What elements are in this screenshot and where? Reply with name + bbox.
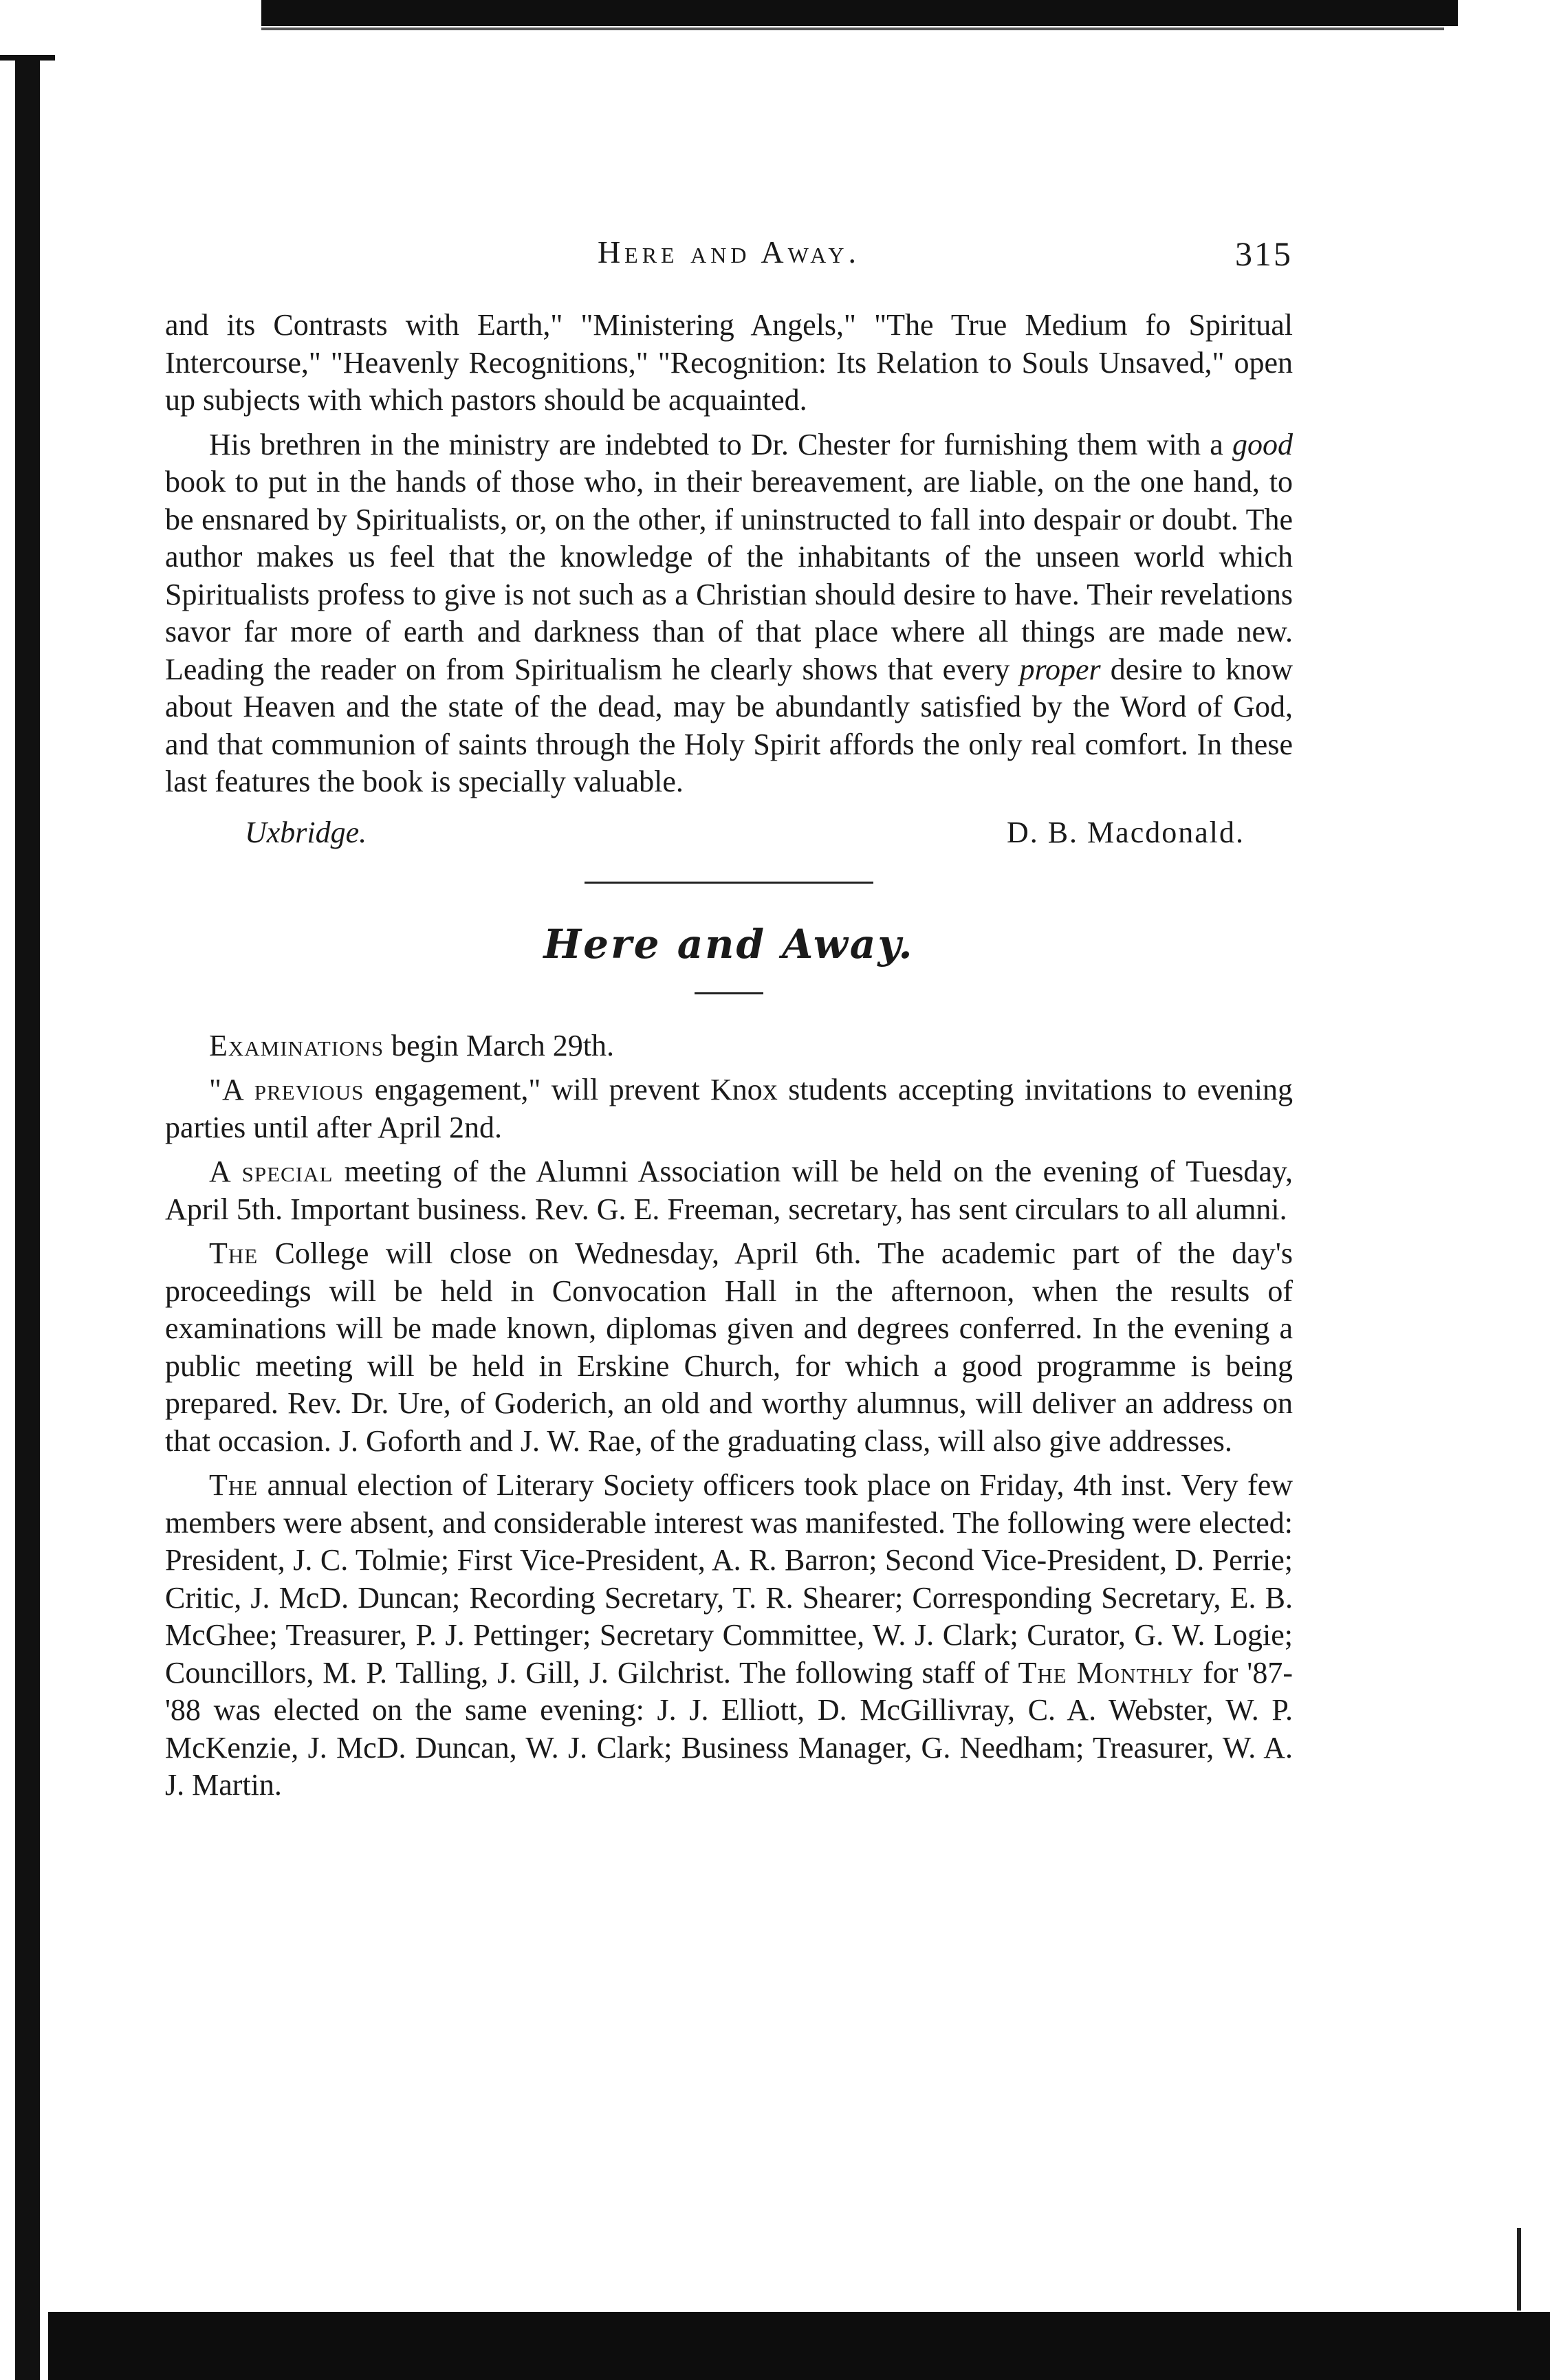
page-number: 315	[1235, 234, 1293, 273]
review-text: His brethren in the ministry are indebted to Dr. Chester for furnishing them with a	[209, 427, 1223, 461]
news-text: for '87-'88 was elected on the same evening: J. J. Elliott, D. McGillivray, C. A. Webster, W. P. McKenzie, J. McD. Duncan, W. J. Clark; Business Manager, G. Needham; Treasurer, W. A. J. Martin.	[165, 1655, 1293, 1802]
news-lead: A special	[209, 1155, 334, 1188]
signoff-place: Uxbridge.	[245, 815, 367, 849]
section-title-underline	[695, 992, 763, 994]
page-header	[165, 234, 1293, 282]
news-text: College will close on Wednesday, April 6th. The academic part of the day's proceedings will be held in Convocation Hall in the afternoon, when the results of examinations will be made known, diplomas given and degrees conferred. In the evening a public meeting will be held in Erskine Church, for which a good programme is being prepared. Rev. Dr. Ure, of Goderich, an old and worthy alumnus, will deliver an address on that occasion. J. Goforth and J. W. Rae, of the graduating class, will also give addresses.	[165, 1236, 1293, 1458]
news-lead: Examinations	[209, 1028, 384, 1062]
emphasis-proper: proper	[1019, 652, 1101, 686]
page-body	[165, 234, 1293, 1811]
top-scan-border	[261, 0, 1458, 26]
news-item	[165, 1071, 1293, 1146]
news-item	[165, 1153, 1293, 1228]
news-item	[165, 1027, 1293, 1065]
news-text: meeting of the Alumni Association will be held on the evening of Tuesday, April 5th. Important business. Rev. G. E. Freeman, secretary, has sent circulars to all alumni.	[165, 1155, 1293, 1226]
section-title: Here and Away.	[543, 920, 915, 968]
news-item	[165, 1235, 1293, 1460]
section-divider	[585, 882, 873, 884]
news-text: annual election of Literary Society officers took place on Friday, 4th inst. Very few members were absent, and considerable interest was manifested. The following were elected: President, J. C. Tolmie; First Vice-President, A. R. Barron; Second Vice-President, D. Perrie; Critic, J. McD. Duncan; Recording Secretary, T. R. Shearer; Corresponding Secretary, E. B. McGhee; Treasurer, P. J. Pettinger; Secretary Committee, W. J. Clark; Curator, G. W. Logie; Councillors, M. P. Talling, J. Gill, J. Gilchrist. The following staff of	[165, 1468, 1294, 1690]
bottom-scan-border	[48, 2312, 1550, 2380]
news-lead: The	[209, 1468, 259, 1502]
emphasis-good: good	[1232, 427, 1293, 461]
news-lead: The	[209, 1236, 259, 1270]
left-scan-border	[15, 55, 40, 2380]
news-text: begin March 29th.	[384, 1028, 614, 1062]
review-signoff	[165, 815, 1293, 850]
review-paragraph-1: and its Contrasts with Earth," "Ministering Angels," "The True Medium fo Spiritual Intercourse," "Heavenly Recognitions," "Recognition: Its Relation to Souls Unsaved," open up subjects with which pastors should be acquainted.	[165, 308, 1293, 417]
top-scan-border-thin	[261, 28, 1444, 30]
signoff-signature: D. B. Macdonald.	[1006, 815, 1245, 849]
review-text: desire to know about Heaven and the state of the dead, may be abundantly satisfied by the Word of God, and that communion of saints through the Holy Spirit affords the only real comfort. In these last features the book is specially valuable.	[165, 652, 1294, 798]
news-lead: "A previous	[209, 1073, 364, 1106]
right-scan-mark	[1505, 2228, 1521, 2311]
review-paragraph-2	[165, 426, 1293, 801]
review-text: book to put in the hands of those who, in their bereavement, are liable, on the one hand, to be ensnared by Spiritualists, or, on the other, if uninstructed to fall into despair or doubt. The author makes us feel that the knowledge of the inhabitants of the unseen world which Spiritualists profess to give is not such as a Christian should desire to have. Their revelations savor far more of earth and darkness than of that place where all things are made new. Leading the reader on from Spiritualism he clearly shows that every	[165, 465, 1293, 686]
news-item	[165, 1467, 1293, 1804]
news-text: engagement," will prevent Knox students accepting invitations to evening parties until after April 2nd.	[165, 1073, 1293, 1144]
news-lead-monthly: The Monthly	[1018, 1655, 1194, 1690]
running-title: Here and Away.	[597, 234, 861, 270]
